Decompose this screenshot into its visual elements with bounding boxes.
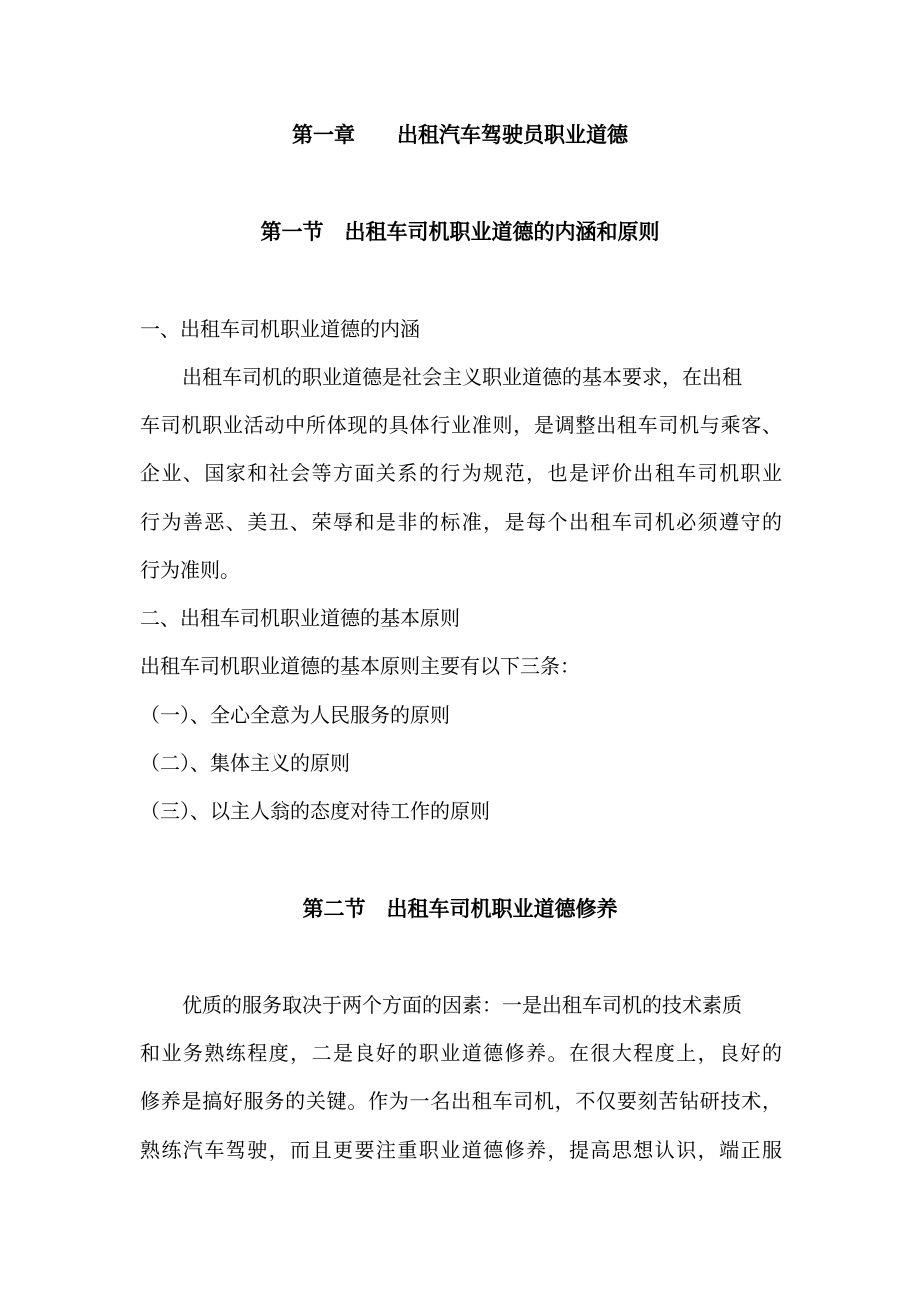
subheading-meaning: 一、出租车司机职业道德的内涵 (140, 317, 420, 341)
paragraph-line: 行为善恶、美丑、荣辱和是非的标准，是每个出租车司机必须遵守的 (140, 510, 782, 534)
paragraph-line: 优质的服务取决于两个方面的因素：一是出租车司机的技术素质 (182, 993, 742, 1017)
subheading-principles: 二、出租车司机职业道德的基本原则 (140, 606, 460, 630)
paragraph-line: 企业、国家和社会等方面关系的行为规范，也是评价出租车司机职业 (140, 461, 782, 485)
paragraph-line: 出租车司机的职业道德是社会主义职业道德的基本要求，在出租 (182, 365, 742, 389)
paragraph-line: 车司机职业活动中所体现的具体行业准则，是调整出租车司机与乘客、 (140, 413, 782, 437)
paragraph-line: 和业务熟练程度，二是良好的职业道德修养。在很大程度上，良好的 (140, 1041, 782, 1065)
principle-item: （三）、以主人翁的态度对待工作的原则 (140, 799, 490, 823)
principle-item: （二）、集体主义的原则 (140, 751, 350, 775)
section2-title: 第二节 出租车司机职业道德修养 (302, 896, 618, 921)
paragraph-line: 修养是搞好服务的关键。作为一名出租车司机，不仅要刻苦钻研技术， (140, 1089, 782, 1113)
principle-item: （一）、全心全意为人民服务的原则 (140, 703, 450, 727)
paragraph-line: 熟练汽车驾驶，而且更要注重职业道德修养，提高思想认识，端正服 (140, 1138, 782, 1162)
section1-title: 第一节 出租车司机职业道德的内涵和原则 (260, 219, 660, 244)
paragraph-line: 行为准则。 (140, 558, 240, 582)
chapter-title: 第一章 出租汽车驾驶员职业道德 (292, 122, 628, 147)
principles-intro: 出租车司机职业道德的基本原则主要有以下三条： (140, 654, 580, 678)
